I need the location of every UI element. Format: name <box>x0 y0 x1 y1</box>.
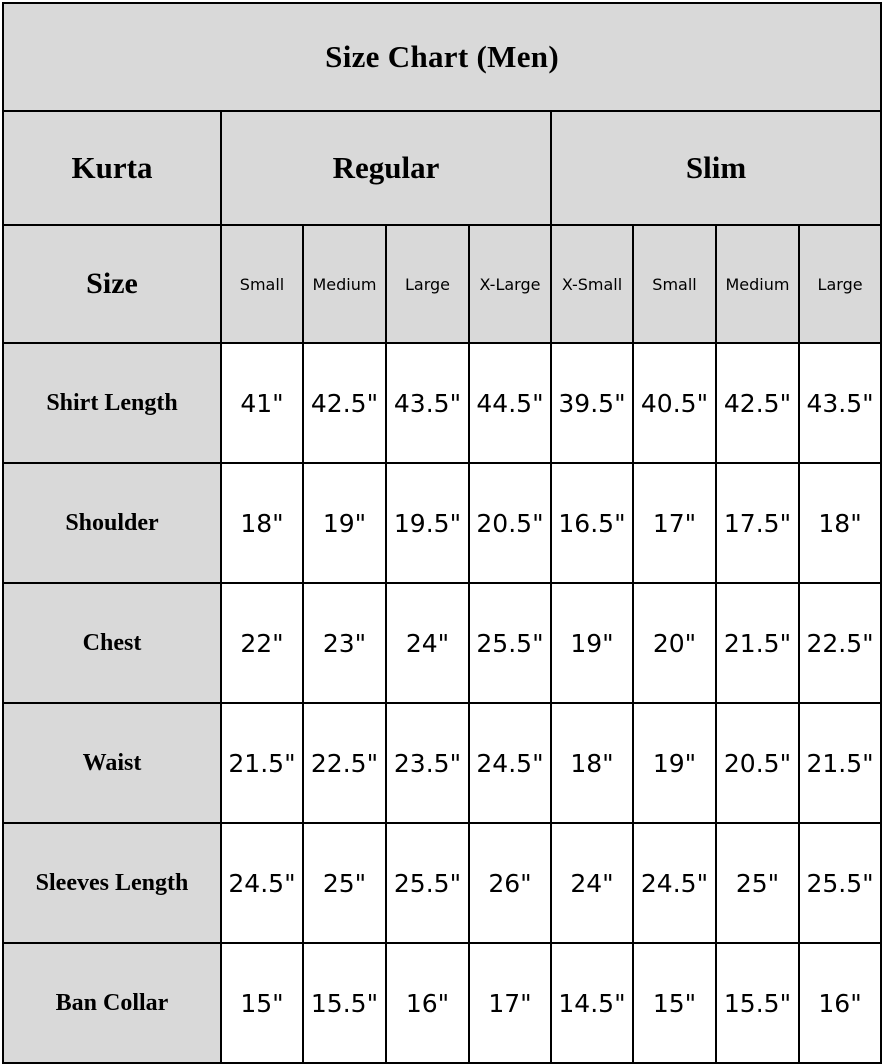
measurement-cell: 43.5" <box>386 343 469 463</box>
measurement-cell: 43.5" <box>799 343 881 463</box>
measurement-cell: 18" <box>551 703 633 823</box>
measurement-cell: 41" <box>221 343 303 463</box>
size-label: Size <box>3 225 221 343</box>
title-row <box>3 3 881 111</box>
measurement-cell: 24" <box>386 583 469 703</box>
measurement-cell: 19" <box>303 463 386 583</box>
size-header-row <box>3 225 881 343</box>
measurement-cell: 17" <box>633 463 716 583</box>
size-name-cell: Small <box>633 225 716 343</box>
measurement-cell: 15.5" <box>303 943 386 1063</box>
measurement-cell: 17.5" <box>716 463 799 583</box>
measurement-cell: 16.5" <box>551 463 633 583</box>
measurement-cell: 22" <box>221 583 303 703</box>
fit-header-row <box>3 111 881 225</box>
measurement-cell: 40.5" <box>633 343 716 463</box>
measurement-cell: 19" <box>633 703 716 823</box>
measurement-cell: 23" <box>303 583 386 703</box>
measurement-cell: 24.5" <box>633 823 716 943</box>
size-name-cell: Large <box>386 225 469 343</box>
size-name-cell: X-Large <box>469 225 551 343</box>
row-label: Shirt Length <box>3 343 221 463</box>
measurement-cell: 15" <box>633 943 716 1063</box>
measurement-cell: 18" <box>799 463 881 583</box>
measurement-cell: 16" <box>386 943 469 1063</box>
measurement-cell: 21.5" <box>799 703 881 823</box>
measurement-cell: 22.5" <box>303 703 386 823</box>
measurement-cell: 20.5" <box>716 703 799 823</box>
size-name-cell: Small <box>221 225 303 343</box>
measurement-cell: 20.5" <box>469 463 551 583</box>
size-chart-table <box>2 2 882 1064</box>
measurement-cell: 25" <box>303 823 386 943</box>
measurement-cell: 44.5" <box>469 343 551 463</box>
measurement-cell: 15.5" <box>716 943 799 1063</box>
table-row <box>3 463 881 583</box>
measurement-cell: 14.5" <box>551 943 633 1063</box>
measurement-cell: 21.5" <box>221 703 303 823</box>
size-name-cell: Large <box>799 225 881 343</box>
row-label: Ban Collar <box>3 943 221 1063</box>
measurement-cell: 19" <box>551 583 633 703</box>
measurement-cell: 24.5" <box>469 703 551 823</box>
measurement-cell: 39.5" <box>551 343 633 463</box>
measurement-cell: 15" <box>221 943 303 1063</box>
table-row <box>3 943 881 1063</box>
measurement-cell: 19.5" <box>386 463 469 583</box>
row-label: Sleeves Length <box>3 823 221 943</box>
size-name-cell: X-Small <box>551 225 633 343</box>
row-label: Chest <box>3 583 221 703</box>
measurement-cell: 16" <box>799 943 881 1063</box>
table-row <box>3 583 881 703</box>
measurement-cell: 25.5" <box>799 823 881 943</box>
fit-group-slim: Slim <box>551 111 881 225</box>
row-label: Shoulder <box>3 463 221 583</box>
measurement-cell: 42.5" <box>716 343 799 463</box>
table-row <box>3 703 881 823</box>
fit-group-regular: Regular <box>221 111 551 225</box>
measurement-cell: 21.5" <box>716 583 799 703</box>
measurement-cell: 25.5" <box>469 583 551 703</box>
measurement-cell: 20" <box>633 583 716 703</box>
measurement-cell: 26" <box>469 823 551 943</box>
size-name-cell: Medium <box>716 225 799 343</box>
measurement-cell: 25.5" <box>386 823 469 943</box>
row-header-label: Kurta <box>3 111 221 225</box>
page-title: Size Chart (Men) <box>3 3 881 111</box>
measurement-cell: 23.5" <box>386 703 469 823</box>
row-label: Waist <box>3 703 221 823</box>
measurement-cell: 24" <box>551 823 633 943</box>
size-name-cell: Medium <box>303 225 386 343</box>
measurement-cell: 25" <box>716 823 799 943</box>
table-row <box>3 343 881 463</box>
measurement-cell: 18" <box>221 463 303 583</box>
measurement-cell: 24.5" <box>221 823 303 943</box>
table-row <box>3 823 881 943</box>
measurement-cell: 22.5" <box>799 583 881 703</box>
measurement-cell: 17" <box>469 943 551 1063</box>
measurement-cell: 42.5" <box>303 343 386 463</box>
